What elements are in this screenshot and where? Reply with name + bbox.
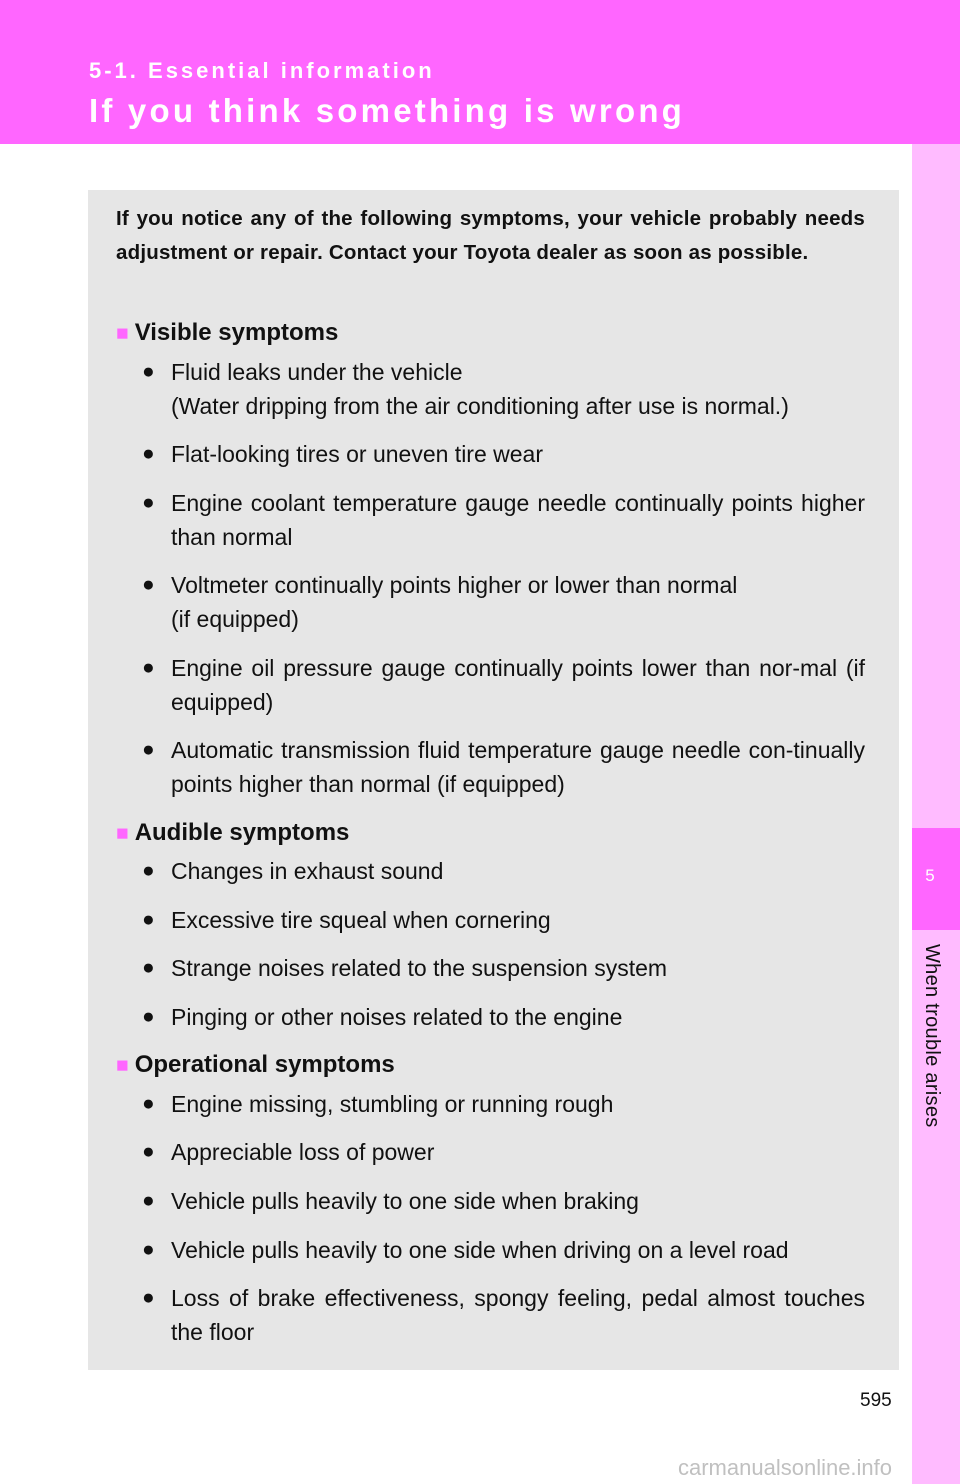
bullet-icon: ● [142,360,155,383]
bullet-icon: ● [142,1238,155,1261]
section-label: 5-1. Essential information [89,58,435,83]
page-number: 595 [860,1390,892,1411]
list-item-text: Automatic transmission fluid temperature gauge needle con-tinually points higher than normal (if equipped) [171,737,865,797]
list-item [142,1087,865,1121]
list-item-text: Vehicle pulls heavily to one side when driving on a level road [171,1237,789,1263]
chapter-number: 5 [925,866,935,885]
list-item-note: (if equipped) [171,606,299,632]
bullet-icon: ● [142,1092,155,1115]
bullet-icon: ● [142,442,155,465]
bullet-icon: ● [142,1189,155,1212]
list-item [142,733,865,801]
list-item-text: Pinging or other noises related to the engine [171,1004,623,1030]
bullet-icon: ● [142,908,155,931]
list-item [142,854,865,888]
side-index-strip [912,144,960,1484]
list-item [142,1000,865,1034]
list-item-text: Engine coolant temperature gauge needle continually points higher than normal [171,490,865,550]
list-item [142,568,865,636]
bullet-icon: ● [142,859,155,882]
page-title: If you think something is wrong [89,92,686,129]
intro-paragraph: If you notice any of the following symptoms, your vehicle probably needs adjustment or repair. Contact your Toyota dealer as soon as possible. [116,207,865,264]
list-item [142,437,865,471]
list-item-text: Flat-looking tires or uneven tire wear [171,441,543,467]
list-item-text: Vehicle pulls heavily to one side when braking [171,1188,639,1214]
list-item-note: (Water dripping from the air conditioning after use is normal.) [171,393,789,419]
section-heading-text: Visible symptoms [134,319,339,346]
square-marker-icon: ■ [116,322,129,345]
list-item-text: Changes in exhaust sound [171,858,444,884]
bullet-icon: ● [142,573,155,596]
list-item [142,1233,865,1267]
list-item [142,355,865,423]
list-item-text: Engine oil pressure gauge continually points lower than nor-mal (if equipped) [171,655,865,715]
chapter-header-banner [0,0,960,144]
list-item [142,1281,865,1349]
list-item-text: Fluid leaks under the vehicle [171,359,463,385]
list-item [142,651,865,719]
square-marker-icon: ■ [116,822,129,845]
list-item-text: Engine missing, stumbling or running rough [171,1091,614,1117]
bullet-icon: ● [142,1140,155,1163]
section-heading-text: Audible symptoms [134,819,350,846]
bullet-icon: ● [142,656,155,679]
list-item [142,903,865,937]
chapter-title: When trouble arises [921,944,943,1128]
list-item-text: Strange noises related to the suspension system [171,955,668,981]
square-marker-icon: ■ [116,1054,129,1077]
list-item [142,951,865,985]
bullet-icon: ● [142,1005,155,1028]
bullet-icon: ● [142,738,155,761]
watermark-text: carmanualsonline.info [678,1455,893,1480]
list-item [142,1184,865,1218]
list-item-text: Excessive tire squeal when cornering [171,907,551,933]
bullet-icon: ● [142,491,155,514]
section-heading-text: Operational symptoms [134,1051,395,1078]
section-heading-operational [116,1050,395,1081]
section-heading-audible [116,818,349,849]
list-item-text: Voltmeter continually points higher or lower than normal [171,572,738,598]
bullet-icon: ● [142,956,155,979]
list-item-text: Loss of brake effectiveness, spongy feeling, pedal almost touches the floor [171,1285,865,1345]
list-item [142,486,865,554]
bullet-icon: ● [142,1286,155,1309]
list-item [142,1135,865,1169]
list-item-text: Appreciable loss of power [171,1139,435,1165]
section-heading-visible [116,318,338,349]
